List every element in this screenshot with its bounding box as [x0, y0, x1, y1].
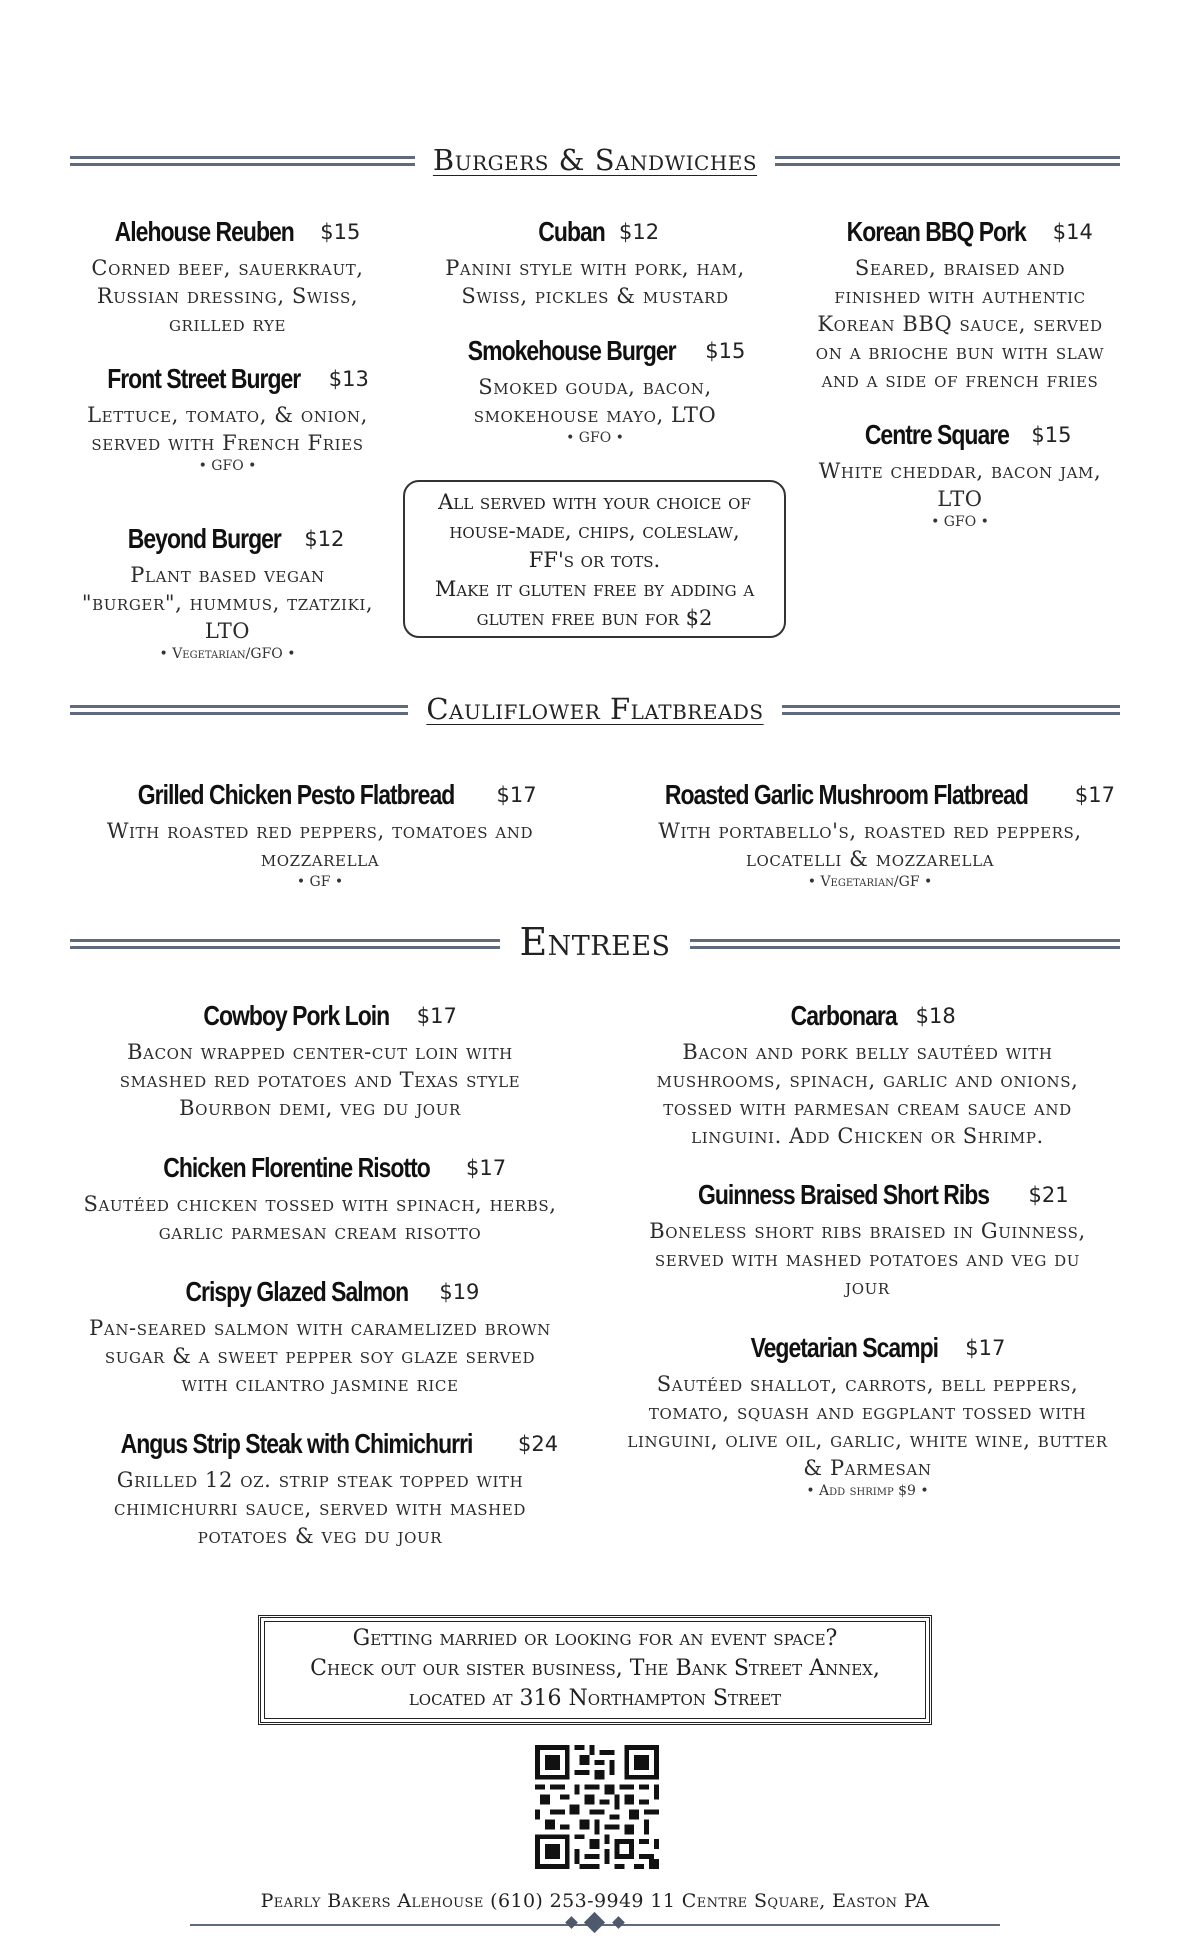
item-price: $17: [416, 1004, 457, 1028]
section-header-flatbreads: [70, 691, 1120, 731]
menu-item-smokehouse-burger: [430, 333, 760, 447]
menu-item-carbonara: [615, 998, 1120, 1150]
menu-item-cuban: [430, 214, 760, 310]
menu-item-garlic-mushroom-flatbread: [620, 777, 1120, 891]
item-description: White cheddar, bacon jam, LTO: [818, 459, 1102, 511]
menu-item-crispy-glazed-salmon: [70, 1274, 570, 1398]
menu-item-angus-strip-steak: [70, 1426, 570, 1550]
item-name: Korean BBQ Pork: [846, 216, 1026, 247]
item-diet-tag: • GFO •: [566, 430, 624, 446]
item-price: $13: [328, 367, 369, 391]
item-name: Alehouse Reuben: [114, 216, 294, 247]
item-price: $18: [915, 1004, 956, 1028]
item-name: Centre Square: [864, 419, 1009, 450]
item-description: Plant based vegan "burger", hummus, tzatziki, LTO: [81, 563, 374, 643]
item-description: Seared, braised and finished with authentic Korean BBQ sauce, served on a brioche bun with slaw and a side of french fries: [815, 256, 1105, 392]
item-description: Pan-seared salmon with caramelized brown sugar & a sweet pepper soy glaze served with cilantro jasmine rice: [89, 1316, 551, 1396]
item-name: Beyond Burger: [127, 523, 281, 554]
item-price: $12: [619, 220, 660, 244]
item-price: $17: [496, 783, 537, 807]
item-price: $24: [518, 1432, 559, 1456]
item-name: Front Street Burger: [107, 363, 301, 394]
menu-item-beyond-burger: [75, 521, 380, 663]
item-price: $17: [965, 1336, 1006, 1360]
item-description: Grilled 12 oz. strip steak topped with chimichurri sauce, served with mashed potatoes & veg du jour: [114, 1468, 526, 1548]
item-description: With portabello's, roasted red peppers, locatelli & mozzarella: [658, 819, 1082, 871]
item-price: $15: [1031, 423, 1072, 447]
item-diet-tag: • Vegetarian/GF •: [807, 874, 933, 890]
item-price: $17: [466, 1156, 507, 1180]
section-title-flatbreads: Cauliflower Flatbreads: [412, 692, 777, 726]
event-space-promo-text: Getting married or looking for an event space? Check out our sister business, The Bank Street Annex, located at 316 Northampton Street: [310, 1626, 880, 1711]
item-name: Vegetarian Scampi: [750, 1332, 938, 1363]
sides-note-box: [403, 480, 786, 638]
item-name: Grilled Chicken Pesto Flatbread: [138, 779, 455, 810]
section-title-entrees: Entrees: [505, 920, 684, 964]
item-diet-tag: • GF •: [296, 874, 344, 890]
menu-item-chicken-florentine-risotto: [70, 1150, 570, 1246]
item-description: Corned beef, sauerkraut, Russian dressing, Swiss, grilled rye: [91, 256, 364, 336]
item-description: Panini style with pork, ham, Swiss, pickles & mustard: [445, 256, 745, 308]
menu-item-centre-square: [800, 417, 1120, 531]
item-price: $19: [439, 1280, 480, 1304]
item-name: Crispy Glazed Salmon: [185, 1276, 408, 1307]
item-price: $15: [705, 339, 746, 363]
item-name: Guinness Braised Short Ribs: [698, 1179, 990, 1210]
sides-note-text: All served with your choice of house-made, chips, coleslaw, FF's or tots. Make it gluten free by adding a gluten free bun for $2: [434, 490, 755, 630]
item-description: Sautéed chicken tossed with spinach, herbs, garlic parmesan cream risotto: [83, 1192, 557, 1244]
qr-code-icon[interactable]: [535, 1745, 659, 1869]
menu-item-alehouse-reuben: [75, 214, 380, 338]
item-name: Smokehouse Burger: [467, 335, 676, 366]
item-price: $14: [1052, 220, 1093, 244]
item-description: With roasted red peppers, tomatoes and mozzarella: [106, 819, 534, 871]
menu-item-vegetarian-scampi: [615, 1330, 1120, 1500]
item-name: Chicken Florentine Risotto: [163, 1152, 430, 1183]
item-description: Lettuce, tomato, & onion, served with French Fries: [87, 403, 368, 455]
item-description: Bacon wrapped center-cut loin with smashed red potatoes and Texas style Bourbon demi, veg du jour: [119, 1040, 521, 1120]
item-name: Cowboy Pork Loin: [203, 1000, 390, 1031]
item-description: Boneless short ribs braised in Guinness, served with mashed potatoes and veg du jour: [649, 1219, 1086, 1299]
item-name: Roasted Garlic Mushroom Flatbread: [664, 779, 1028, 810]
item-price: $15: [320, 220, 361, 244]
event-space-promo-box: [258, 1615, 932, 1725]
menu-item-guinness-short-ribs: [615, 1177, 1120, 1301]
item-description: Smoked gouda, bacon, smokehouse mayo, LTO: [473, 375, 717, 427]
section-header-burgers: [70, 142, 1120, 182]
footer-contact: Pearly Bakers Alehouse (610) 253-9949 11 Centre Square, Easton PA: [260, 1890, 930, 1912]
item-price: $12: [304, 527, 345, 551]
section-title-burgers: Burgers & Sandwiches: [419, 143, 771, 177]
item-name: Cuban: [538, 216, 605, 247]
menu-item-chicken-pesto-flatbread: [80, 777, 560, 891]
menu-item-cowboy-pork-loin: [70, 998, 570, 1122]
item-diet-tag: • Add shrimp $9 •: [806, 1483, 929, 1499]
item-price: $17: [1074, 783, 1115, 807]
menu-item-korean-bbq-pork: [800, 214, 1120, 394]
section-header-entrees: [70, 922, 1120, 962]
item-diet-tag: • GFO •: [931, 514, 989, 530]
item-price: $21: [1028, 1183, 1069, 1207]
menu-item-front-street-burger: [75, 361, 380, 475]
item-description: Bacon and pork belly sautéed with mushrooms, spinach, garlic and onions, tossed with parmesan cream sauce and linguini. Add Chicken or Shrimp.: [656, 1040, 1079, 1148]
item-diet-tag: • Vegetarian/GFO •: [159, 646, 296, 662]
item-name: Angus Strip Steak with Chimichurri: [120, 1428, 473, 1459]
item-diet-tag: • GFO •: [198, 458, 257, 474]
item-name: Carbonara: [790, 1000, 897, 1031]
item-description: Sautéed shallot, carrots, bell peppers, tomato, squash and eggplant tossed with linguini, olive oil, garlic, white wine, butter & Parmesan: [627, 1372, 1108, 1480]
